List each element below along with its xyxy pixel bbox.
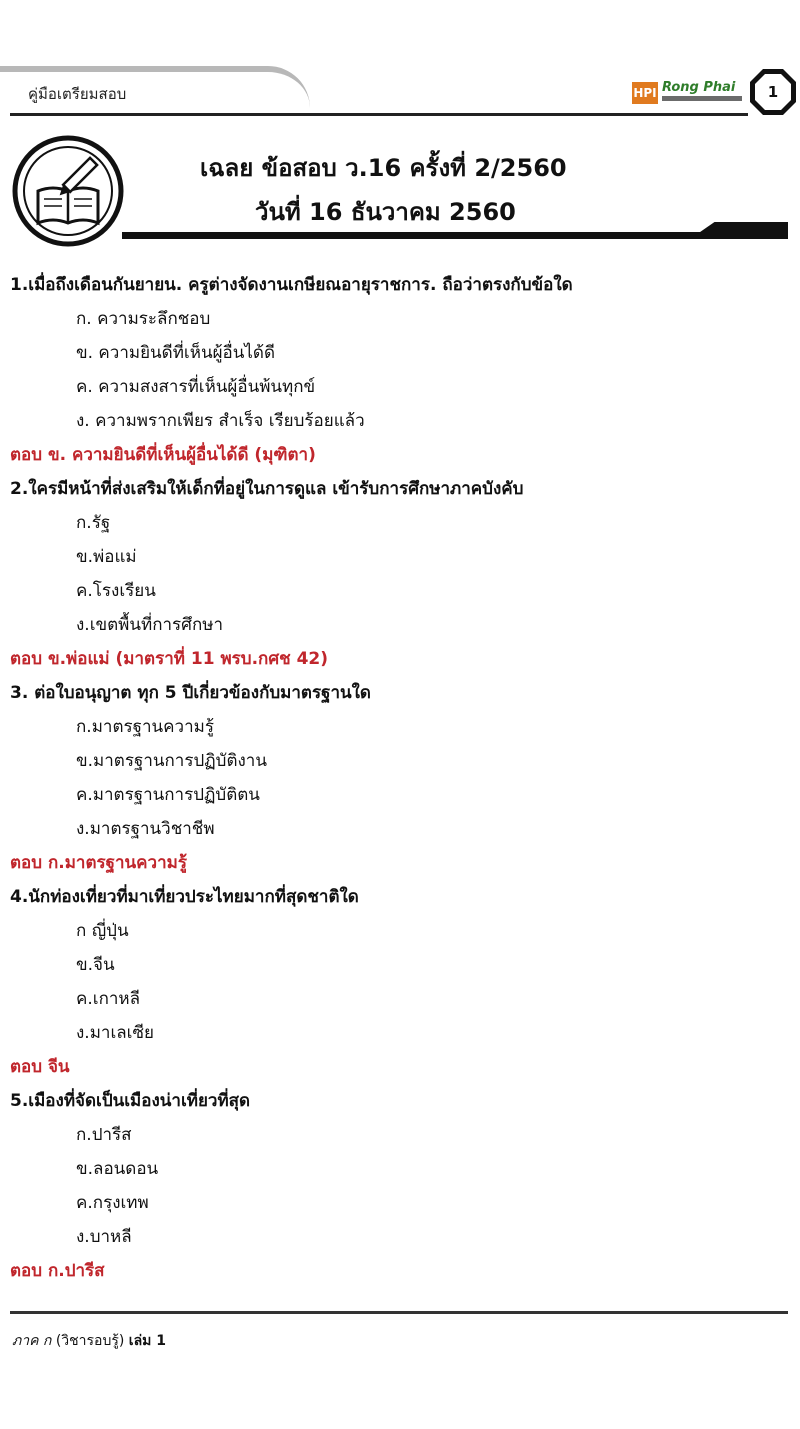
question-3: 3. ต่อใบอนุญาต ทุก 5 ปีเกี่ยวข้องกับมาตรฐานใด xyxy=(10,683,371,703)
title-underline xyxy=(122,232,788,239)
logo-name: Rong Phai xyxy=(662,80,736,95)
page-title: เฉลย ข้อสอบ ว.16 ครั้งที่ 2/2560 xyxy=(200,154,567,182)
footer-divider xyxy=(10,1311,788,1314)
choice: ก.มาตรฐานความรู้ xyxy=(76,717,214,737)
answer-1: ตอบ ข. ความยินดีที่เห็นผู้อื่นได้ดี (มุฑิตา) xyxy=(10,445,316,465)
choice: ค. ความสงสารที่เห็นผู้อื่นพ้นทุกข์ xyxy=(76,377,316,397)
question-4: 4.นักท่องเที่ยวที่มาเที่ยวประไทยมากที่สุดชาติใด xyxy=(10,887,359,907)
question-5: 5.เมืองที่จัดเป็นเมืองน่าเที่ยวที่สุด xyxy=(10,1091,251,1111)
page-subtitle-date: วันที่ 16 ธันวาคม 2560 xyxy=(255,198,516,226)
book-pencil-icon xyxy=(12,135,124,247)
guide-title: คู่มือเตรียมสอบ xyxy=(28,85,127,103)
choice: ง.เขตพื้นที่การศึกษา xyxy=(76,615,224,635)
question-1: 1.เมื่อถึงเดือนกันยายน. ครูต่างจัดงานเกษียณอายุราชการ. ถือว่าตรงกับข้อใด xyxy=(10,275,573,295)
choice: ค.มาตรฐานการปฏิบัติตน xyxy=(76,785,260,805)
footer-subject: (วิชารอบรู้) xyxy=(55,1333,125,1349)
choice: ข.มาตรฐานการปฏิบัติงาน xyxy=(76,751,267,771)
logo-mark: HPI xyxy=(632,82,658,104)
footer-volume: เล่ม 1 xyxy=(128,1333,166,1349)
footer-part: ภาค ก xyxy=(12,1333,52,1349)
answer-4: ตอบ จีน xyxy=(10,1057,70,1077)
choice: ข.พ่อแม่ xyxy=(76,547,137,567)
choice: ง.มาตรฐานวิชาชีพ xyxy=(76,819,215,839)
page-number: 1 xyxy=(767,83,779,101)
choice: ค.เกาหลี xyxy=(76,989,141,1009)
answer-3: ตอบ ก.มาตรฐานความรู้ xyxy=(10,853,187,873)
choice: ข.จีน xyxy=(76,955,115,975)
choice: ง.มาเลเซีย xyxy=(76,1023,154,1043)
answer-5: ตอบ ก.ปารีส xyxy=(10,1261,105,1281)
answer-key-content xyxy=(10,268,790,1288)
choice: ก ญี่ปุ่น xyxy=(76,921,129,941)
choice: ง. ความพรากเพียร สำเร็จ เรียบร้อยแล้ว xyxy=(76,411,365,431)
choice: ก. ความระลึกชอบ xyxy=(76,309,211,329)
choice: ค.กรุงเทพ xyxy=(76,1193,149,1213)
title-underline-end xyxy=(690,222,788,239)
choice: ข. ความยินดีที่เห็นผู้อื่นได้ดี xyxy=(76,343,275,363)
choice: ข.ลอนดอน xyxy=(76,1159,159,1179)
choice: ค.โรงเรียน xyxy=(76,581,156,601)
choice: ก.รัฐ xyxy=(76,513,111,533)
choice: ง.บาหลี xyxy=(76,1227,132,1247)
answer-2: ตอบ ข.พ่อแม่ (มาตราที่ 11 พรบ.กศช 42) xyxy=(10,649,329,669)
choice: ก.ปารีส xyxy=(76,1125,132,1145)
header-divider xyxy=(10,113,748,116)
footer xyxy=(12,1330,166,1352)
logo-tagline-bar xyxy=(662,96,742,101)
question-2: 2.ใครมีหน้าที่ส่งเสริมให้เด็กที่อยู่ในการดูแล เข้ารับการศึกษาภาคบังคับ xyxy=(10,479,524,499)
publisher-logo xyxy=(632,80,742,106)
